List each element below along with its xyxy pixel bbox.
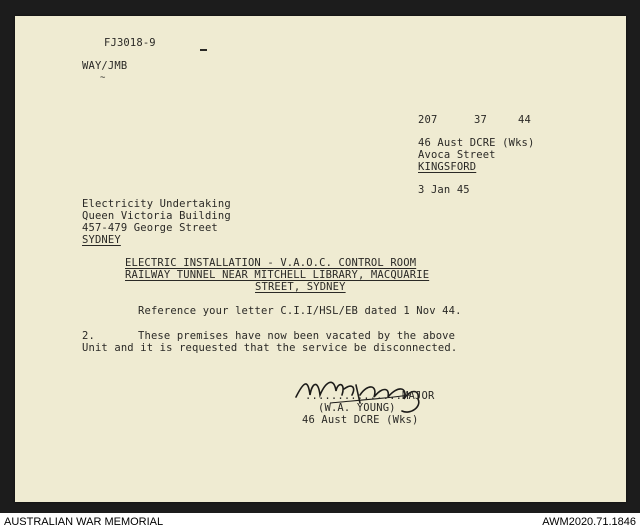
sender-suburb: KINGSFORD — [418, 161, 477, 173]
sender-unit: 46 Aust DCRE (Wks) — [418, 137, 535, 149]
ref-number-1: 207 — [418, 114, 438, 126]
signatory-name: (W.A. YOUNG) — [318, 402, 396, 414]
paragraph-number: 2. — [82, 330, 95, 342]
signature-dots-rank: ...............MAJOR — [305, 390, 435, 402]
paragraph-line-1: These premises have now been vacated by the above — [138, 330, 456, 342]
ink-mark: ~ — [100, 73, 106, 83]
sender-street: Avoca Street — [418, 149, 496, 161]
reference-line: Reference your letter C.I.I/HSL/EB dated 1 Nov 44. — [138, 305, 462, 317]
subject-line-1: ELECTRIC INSTALLATION - V.A.O.C. CONTROL ROOM — [125, 257, 417, 269]
recipient-line-1: Electricity Undertaking — [82, 198, 231, 210]
paragraph-line-2: Unit and it is requested that the service be disconnected. — [82, 342, 458, 354]
letter-date: 3 Jan 45 — [418, 184, 470, 196]
ref-number-3: 44 — [518, 114, 531, 126]
footer-institution: AUSTRALIAN WAR MEMORIAL — [4, 516, 164, 528]
typist-initials: WAY/JMB — [82, 60, 128, 72]
recipient-line-2: Queen Victoria Building — [82, 210, 231, 222]
file-reference: FJ3018-9 — [104, 37, 156, 49]
recipient-line-4: SYDNEY — [82, 234, 121, 246]
footer-accession-number: AWM2020.71.1846 — [542, 516, 636, 528]
subject-line-3: STREET, SYDNEY — [255, 281, 346, 293]
ink-mark — [200, 49, 207, 51]
subject-line-2: RAILWAY TUNNEL NEAR MITCHELL LIBRARY, MACQUARIE — [125, 269, 430, 281]
signatory-unit: 46 Aust DCRE (Wks) — [302, 414, 419, 426]
ref-number-2: 37 — [474, 114, 487, 126]
recipient-line-3: 457-479 George Street — [82, 222, 218, 234]
